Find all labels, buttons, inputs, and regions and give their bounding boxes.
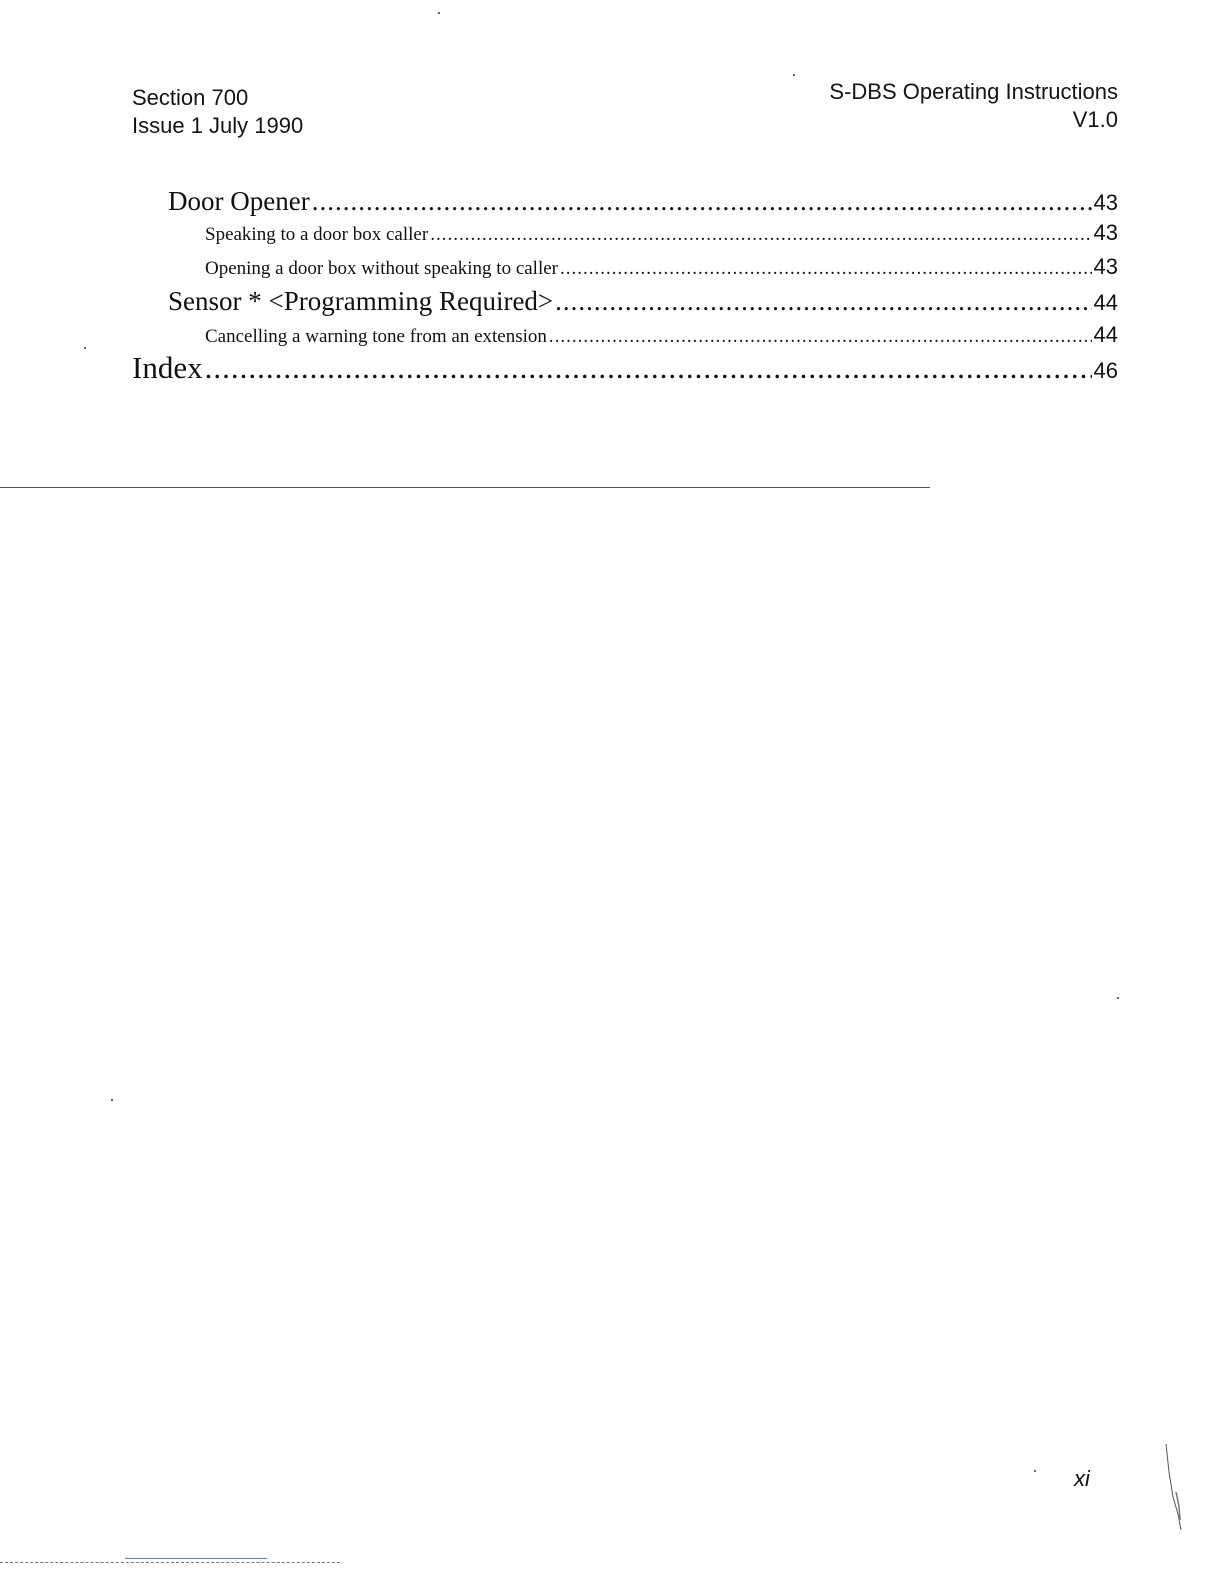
section-label: Section 700 (132, 85, 249, 110)
toc-entry-label: Opening a door box without speaking to caller (205, 258, 559, 279)
toc-entry-label: Sensor * <Programming Required> (168, 286, 554, 316)
toc-entry-door-opener[interactable] (168, 186, 1118, 217)
dot-leader (205, 350, 1092, 386)
scan-speck (1117, 997, 1119, 999)
toc-entry-index[interactable] (132, 350, 1118, 386)
toc-entry-cancelling-warning-tone[interactable] (205, 322, 1118, 348)
toc-entry-label: Index (132, 350, 203, 385)
scan-speck (111, 1099, 113, 1101)
dot-leader (560, 258, 1092, 280)
toc-entry-page: 44 (1093, 290, 1118, 315)
toc-entry-sensor[interactable] (168, 286, 1118, 317)
toc-entry-page: 43 (1093, 254, 1118, 279)
document-version: V1.0 (1072, 107, 1118, 132)
dot-leader (549, 326, 1092, 348)
horizontal-rule (0, 487, 930, 488)
toc-entry-opening-door-box[interactable] (205, 254, 1118, 280)
toc-entry-label: Speaking to a door box caller (205, 224, 429, 245)
toc-entry-page: 46 (1093, 358, 1118, 383)
scan-speck (84, 347, 86, 349)
toc-entry-page: 43 (1093, 190, 1118, 215)
toc-entry-label: Cancelling a warning tone from an extension (205, 326, 547, 347)
issue-label: Issue 1 July 1990 (132, 113, 304, 138)
toc-entry-speaking-to-door-box-caller[interactable] (205, 220, 1118, 246)
dot-leader (555, 286, 1091, 317)
page-number: xi (1074, 1466, 1090, 1491)
document-title: S-DBS Operating Instructions (829, 79, 1118, 104)
toc-entry-page: 43 (1093, 220, 1118, 245)
toc-entry-label: Door Opener (168, 186, 310, 216)
header-left (132, 84, 303, 140)
dot-leader (312, 186, 1092, 217)
bottom-rule-accent (125, 1558, 267, 1559)
bottom-rule (0, 1562, 340, 1563)
header-right (829, 78, 1118, 134)
scan-speck (1034, 1470, 1036, 1472)
scan-speck (438, 12, 440, 14)
scan-edge-mark-icon (1164, 1442, 1186, 1532)
dot-leader (430, 224, 1091, 246)
toc-entry-page: 44 (1093, 322, 1118, 347)
scan-speck (793, 74, 795, 76)
